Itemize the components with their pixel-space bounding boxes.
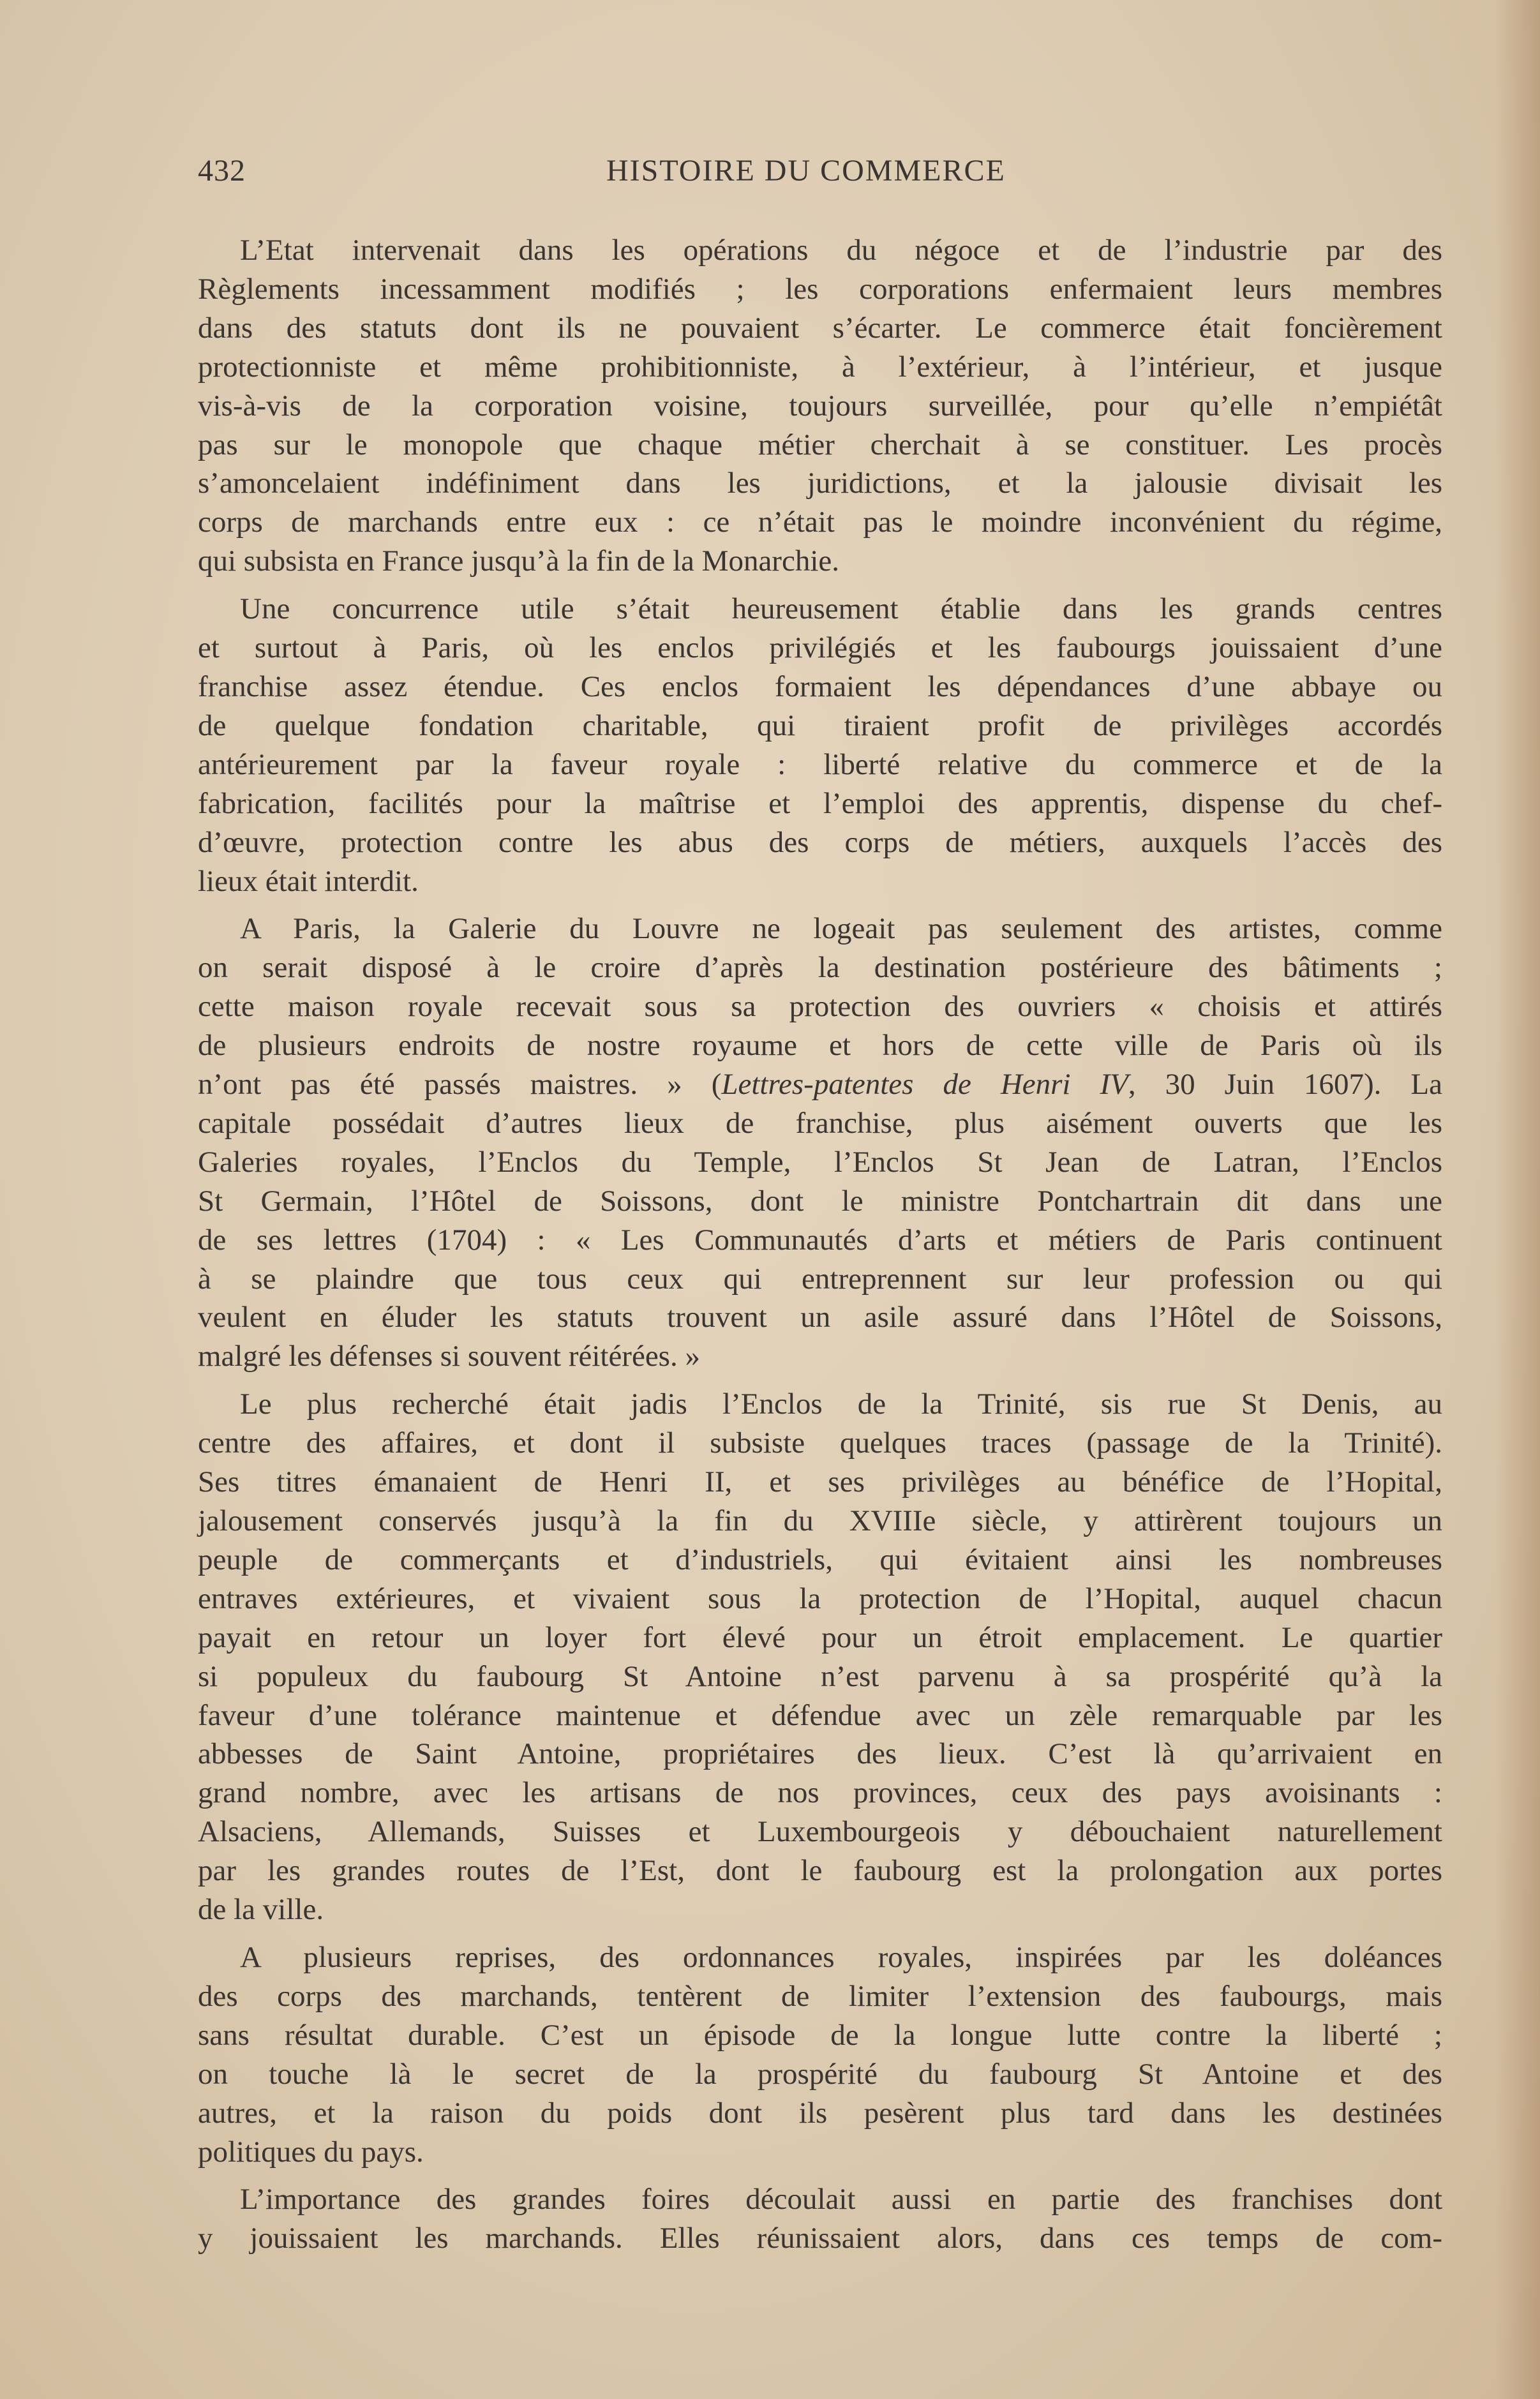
text-line: autres, et la raison du poids dont ils pesèrent plus tard dans les destinées [198,2096,1442,2130]
text-line: y jouissaient les marchands. Elles réunissaient alors, dans ces temps de com- [198,2222,1442,2255]
text-line: vis-à-vis de la corporation voisine, toujours surveillée, pour qu’elle n’empiétât [198,389,1442,422]
paragraph-3 [198,909,1442,1376]
text-line: payait en retour un loyer fort élevé pour un étroit emplacement. Le quartier [198,1620,1442,1654]
text-line: abbesses de Saint Antoine, propriétaires des lieux. C’est là qu’arrivaient en [198,1737,1442,1771]
text-line: on serait disposé à le croire d’après la destination postérieure des bâtiments ; [198,951,1442,985]
paragraph-6 [198,2180,1442,2258]
running-title: HISTOIRE DU COMMERCE [606,154,1006,188]
text-line: entraves extérieures, et vivaient sous la protection de l’Hopital, auquel chacun [198,1581,1442,1615]
text-line: Galeries royales, l’Enclos du Temple, l’Enclos St Jean de Latran, l’Enclos [198,1145,1442,1179]
text-line: par les grandes routes de l’Est, dont le faubourg est la prolongation aux portes [198,1854,1442,1888]
paragraph-1 [198,231,1442,581]
text-line: d’œuvre, protection contre les abus des corps de métiers, auxquels l’accès des [198,825,1442,859]
text-line: s’amoncelaient indéfiniment dans les juridictions, et la jalousie divisait les [198,467,1442,500]
text-line: pas sur le monopole que chaque métier cherchait à se constituer. Les procès [198,428,1442,461]
paragraph-5 [198,1938,1442,2171]
text-line: lieux était interdit. [198,864,419,898]
text-line: on touche là le secret de la prospérité du faubourg St Antoine et des [198,2057,1442,2091]
text-line: de plusieurs endroits de nostre royaume et hors de cette ville de Paris où ils [198,1029,1442,1063]
text-line: Le plus recherché était jadis l’Enclos de la Trinité, sis rue St Denis, au [240,1387,1442,1421]
text-line: sans résultat durable. C’est un épisode de la longue lutte contre la liberté ; [198,2018,1442,2052]
text-line: A Paris, la Galerie du Louvre ne logeait pas seulement des artistes, comme [240,912,1442,946]
paragraph-2 [198,590,1442,901]
text-line: franchise assez étendue. Ces enclos formaient les dépendances d’une abbaye ou [198,669,1442,703]
body-text [198,231,1442,2258]
text-line: St Germain, l’Hôtel de Soissons, dont le ministre Pontchartrain dit dans une [198,1184,1442,1218]
text-line: de ses lettres (1704) : « Les Communautés d’arts et métiers de Paris continuent [198,1223,1442,1257]
text-line: Une concurrence utile s’était heureusement établie dans les grands centres [240,592,1442,626]
paragraph-4 [198,1385,1442,1929]
page-edge-shadow [1495,0,1540,2399]
text-line: protectionniste et même prohibitionniste, à l’extérieur, à l’intérieur, et jusque [198,350,1442,384]
text-line: dans des statuts dont ils ne pouvaient s’écarter. Le commerce était foncièrement [198,311,1442,345]
text-line: cette maison royale recevait sous sa protection des ouvriers « choisis et attirés [198,990,1442,1024]
text-line: des corps des marchands, tentèrent de limiter l’extension des faubourgs, mais [198,1979,1442,2013]
text-line: peuple de commerçants et d’industriels, qui évitaient ainsi les nombreuses [198,1543,1442,1576]
text-line: malgré les défenses si souvent réitérées. » [198,1340,700,1373]
citation-lead: n’ont pas été passés maistres. » ( [198,1068,722,1102]
text-line: qui subsista en France jusqu’à la fin de la Monarchie. [198,544,839,578]
text-line: A plusieurs reprises, des ordonnances royales, inspirées par les doléances [240,1940,1442,1974]
text-line: Ses titres émanaient de Henri II, et ses privilèges au bénéfice de l’Hopital, [198,1465,1442,1499]
text-line: et surtout à Paris, où les enclos privilégiés et les faubourgs jouissaient d’une [198,631,1442,665]
text-line: grand nombre, avec les artisans de nos provinces, ceux des pays avoisinants : [198,1776,1442,1810]
text-line: de quelque fondation charitable, qui tiraient profit de privilèges accordés [198,708,1442,742]
text-line: faveur d’une tolérance maintenue et défendue avec un zèle remarquable par les [198,1698,1442,1732]
text-line: fabrication, facilités pour la maîtrise et l’emploi des apprentis, dispense du chef- [198,786,1442,820]
page-number: 432 [198,154,246,188]
text-line: centre des affaires, et dont il subsiste quelques traces (passage de la Trinité). [198,1426,1442,1460]
text-line: Règlements incessamment modifiés ; les corporations enfermaient leurs membres [198,272,1442,306]
citation-title: Lettres-patentes de Henri IV [721,1068,1128,1102]
text-line: veulent en éluder les statuts trouvent un asile assuré dans l’Hôtel de Soissons, [198,1301,1442,1334]
text-line: jalousement conservés jusqu’à la fin du XVIIIe siècle, y attirèrent toujours un [198,1504,1442,1537]
text-line: à se plaindre que tous ceux qui entreprennent sur leur profession ou qui [198,1262,1442,1296]
text-line: capitale possédait d’autres lieux de franchise, plus aisément ouverts que les [198,1106,1442,1140]
text-line-with-citation [198,1065,1442,1104]
text-line: L’importance des grandes foires découlait aussi en partie des franchises dont [240,2183,1442,2216]
text-line: si populeux du faubourg St Antoine n’est parvenu à sa prospérité qu’à la [198,1659,1442,1693]
text-line: L’Etat intervenait dans les opérations du négoce et de l’industrie par des [240,234,1442,267]
text-line: antérieurement par la faveur royale : liberté relative du commerce et de la [198,747,1442,781]
text-line: politiques du pays. [198,2135,424,2169]
text-line: Alsaciens, Allemands, Suisses et Luxembourgeois y débouchaient naturellement [198,1815,1442,1849]
text-line: de la ville. [198,1893,324,1927]
citation-tail: , 30 Juin 1607). La [1128,1068,1443,1102]
text-line: corps de marchands entre eux : ce n’était pas le moindre inconvénient du régime, [198,505,1442,539]
page-header [198,153,1442,191]
